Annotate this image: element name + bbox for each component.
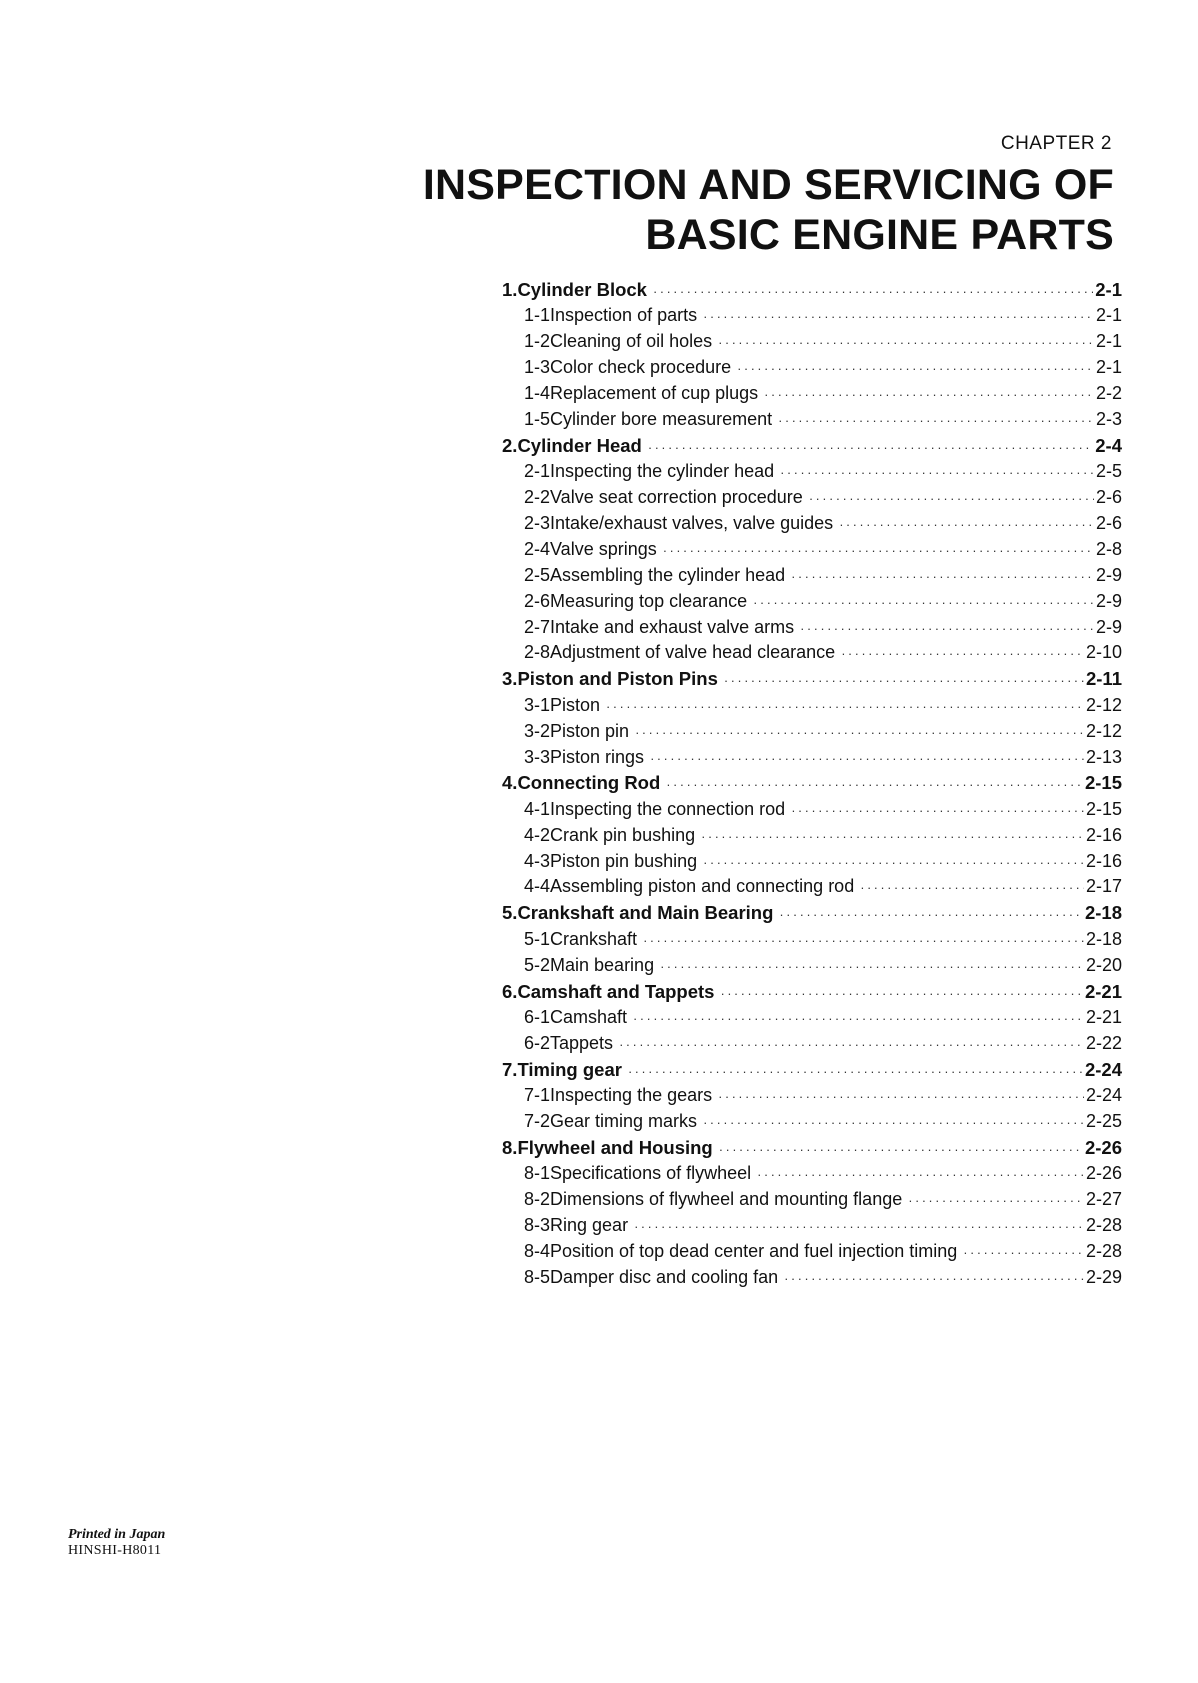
toc-section-entry [502, 770, 1122, 796]
toc-subsection-entry [502, 745, 1122, 771]
toc-entry-number: 8-2 [524, 1189, 551, 1210]
toc-entry-number: 7-1 [524, 1085, 551, 1106]
toc-section-entry [502, 666, 1122, 692]
toc-entry-number: 2-2 [524, 487, 551, 508]
toc-subsection-entry [502, 329, 1122, 355]
toc-entry-label: Adjustment of valve head clearance [550, 642, 836, 663]
toc-entry-page: 2-5 [1095, 461, 1122, 482]
toc-subsection-entry [502, 693, 1122, 719]
toc-subsection-entry [502, 1187, 1122, 1213]
toc-subsection-entry [502, 303, 1122, 329]
dot-leader [653, 279, 1093, 305]
dot-leader [648, 435, 1093, 461]
toc-entry-page: 2-28 [1085, 1240, 1122, 1261]
printed-in-note: Printed in Japan [68, 1527, 166, 1542]
toc-subsection-entry [502, 1005, 1122, 1031]
toc-entry-number: 3-1 [524, 694, 551, 715]
toc-entry-page: 2-1 [1095, 357, 1122, 378]
toc-subsection-entry [502, 537, 1122, 563]
toc-entry-label: Crankshaft and Main Bearing [517, 902, 774, 924]
dot-leader [633, 1006, 1084, 1032]
toc-subsection-entry [502, 615, 1122, 641]
toc-entry-number: 1-5 [524, 408, 551, 429]
dot-leader [779, 902, 1083, 928]
toc-subsection-entry [502, 719, 1122, 745]
toc-entry-number: 8-5 [524, 1266, 551, 1287]
toc-subsection-entry [502, 1031, 1122, 1057]
toc-entry-label: Cylinder Head [517, 434, 642, 456]
toc-section-entry [502, 900, 1122, 926]
toc-subsection-entry [502, 1265, 1122, 1291]
dot-leader [701, 824, 1084, 850]
toc-entry-page: 2-15 [1084, 772, 1122, 794]
toc-subsection-entry [502, 485, 1122, 511]
dot-leader [718, 1084, 1084, 1110]
title-line-2: BASIC ENGINE PARTS [645, 211, 1114, 259]
toc-entry-page: 2-26 [1084, 1136, 1122, 1158]
toc-entry-page: 2-3 [1095, 408, 1122, 429]
toc-entry-page: 2-6 [1095, 487, 1122, 508]
toc-subsection-entry [502, 1083, 1122, 1109]
dot-leader [757, 1162, 1084, 1188]
toc-subsection-entry [502, 407, 1122, 433]
toc-entry-page: 2-18 [1085, 928, 1122, 949]
dot-leader [780, 460, 1094, 486]
toc-entry-label: Piston pin bushing [550, 850, 698, 871]
toc-entry-number: 5-1 [524, 928, 551, 949]
toc-subsection-entry [502, 823, 1122, 849]
toc-subsection-entry [502, 1239, 1122, 1265]
toc-entry-label: Camshaft [550, 1006, 628, 1027]
toc-entry-number: 2. [502, 434, 518, 456]
toc-entry-label: Flywheel and Housing [517, 1136, 713, 1158]
dot-leader [778, 408, 1094, 434]
dot-leader [791, 564, 1094, 590]
toc-entry-number: 4-2 [524, 824, 551, 845]
toc-entry-number: 1-1 [524, 305, 551, 326]
toc-entry-number: 4-4 [524, 876, 551, 897]
title-line-1: INSPECTION AND SERVICING OF [422, 161, 1114, 209]
dot-leader [860, 875, 1084, 901]
toc-entry-number: 3-2 [524, 720, 551, 741]
toc-entry-number: 6. [502, 980, 518, 1002]
toc-entry-number: 8-3 [524, 1215, 551, 1236]
toc-entry-label: Piston and Piston Pins [517, 668, 718, 690]
toc-subsection-entry [502, 511, 1122, 537]
toc-entry-label: Inspecting the connection rod [550, 798, 786, 819]
toc-entry-label: Cylinder bore measurement [550, 408, 773, 429]
toc-entry-label: Tappets [550, 1032, 614, 1053]
toc-entry-number: 1. [502, 279, 518, 300]
dot-leader [908, 1188, 1084, 1214]
page-title [423, 160, 1114, 260]
toc-entry-page: 2-22 [1085, 1032, 1122, 1053]
toc-entry-page: 2-26 [1085, 1163, 1122, 1184]
toc-entry-number: 1-3 [524, 357, 551, 378]
toc-section-entry [502, 433, 1122, 459]
dot-leader [650, 746, 1084, 772]
toc-entry-page: 2-21 [1085, 1006, 1122, 1027]
toc-entry-page: 2-9 [1095, 564, 1122, 585]
toc-entry-label: Position of top dead center and fuel injection timing [550, 1240, 958, 1261]
dot-leader [809, 486, 1094, 512]
toc-entry-page: 2-9 [1095, 590, 1122, 611]
dot-leader [720, 981, 1083, 1007]
toc-entry-label: Cleaning of oil holes [550, 331, 713, 352]
dot-leader [791, 798, 1084, 824]
toc-entry-page: 2-24 [1084, 1058, 1122, 1080]
toc-section-entry [502, 979, 1122, 1005]
chapter-label: CHAPTER 2 [1000, 133, 1112, 154]
toc-entry-label: Main bearing [550, 954, 655, 975]
toc-entry-label: Color check procedure [550, 357, 732, 378]
toc-entry-page: 2-10 [1085, 642, 1122, 663]
toc-entry-number: 1-4 [524, 383, 551, 404]
toc-entry-page: 2-8 [1095, 538, 1122, 559]
toc-entry-number: 6-2 [524, 1032, 551, 1053]
dot-leader [800, 616, 1094, 642]
dot-leader [660, 954, 1084, 980]
dot-leader [703, 1110, 1084, 1136]
toc-entry-label: Gear timing marks [550, 1111, 698, 1131]
toc-entry-page: 2-24 [1085, 1085, 1122, 1106]
dot-leader [764, 382, 1094, 408]
dot-leader [724, 668, 1084, 694]
toc-subsection-entry [502, 589, 1122, 615]
toc-entry-page: 2-29 [1085, 1266, 1122, 1287]
dot-leader [628, 1059, 1083, 1085]
toc-entry-page: 2-9 [1095, 616, 1122, 637]
toc-entry-page: 2-1 [1095, 305, 1122, 326]
toc-entry-number: 3. [502, 668, 518, 690]
toc-subsection-entry [502, 953, 1122, 979]
toc-entry-number: 2-5 [524, 564, 551, 585]
toc-entry-label: Assembling the cylinder head [550, 564, 786, 585]
toc-subsection-entry [502, 1161, 1122, 1187]
dot-leader [963, 1240, 1084, 1266]
toc-entry-number: 2-1 [524, 461, 551, 482]
toc-section-entry [502, 1057, 1122, 1083]
toc-subsection-entry [502, 1109, 1122, 1135]
toc-entry-label: Crankshaft [550, 928, 638, 949]
toc-entry-number: 4. [502, 772, 518, 794]
dot-leader [666, 772, 1083, 798]
toc-entry-page: 2-4 [1095, 434, 1122, 456]
toc-entry-number: 7-2 [524, 1111, 551, 1131]
toc-subsection-entry [502, 640, 1122, 666]
toc-entry-page: 2-17 [1085, 876, 1122, 897]
toc-entry-label: Assembling piston and connecting rod [550, 876, 855, 897]
dot-leader [718, 330, 1094, 356]
toc-entry-page: 2-12 [1085, 720, 1122, 741]
dot-leader [619, 1032, 1084, 1058]
footer [68, 1527, 165, 1559]
toc-entry-label: Valve seat correction procedure [550, 487, 803, 508]
toc-entry-page: 2-1 [1095, 331, 1122, 352]
toc-entry-page: 2-25 [1085, 1111, 1122, 1131]
toc-entry-page: 2-2 [1095, 383, 1122, 404]
toc-entry-label: Ring gear [550, 1215, 629, 1236]
toc-entry-number: 4-1 [524, 798, 551, 819]
toc-entry-number: 8-4 [524, 1240, 551, 1261]
toc-subsection-entry [502, 459, 1122, 485]
document-code: HINSHI-H8011 [68, 1543, 162, 1558]
dot-leader [635, 720, 1084, 746]
toc-subsection-entry [502, 927, 1122, 953]
dot-leader [643, 928, 1084, 954]
toc-entry-label: Valve springs [550, 538, 657, 559]
toc-entry-number: 5. [502, 902, 518, 924]
toc-entry-label: Replacement of cup plugs [550, 383, 759, 404]
toc-entry-page: 2-11 [1085, 668, 1122, 690]
toc-entry-label: Inspecting the gears [550, 1085, 713, 1106]
toc-entry-label: Crank pin bushing [550, 824, 696, 845]
toc-entry-label: Cylinder Block [517, 279, 647, 300]
toc-entry-label: Piston [550, 694, 601, 715]
dot-leader [703, 850, 1084, 876]
toc-entry-page: 2-6 [1095, 513, 1122, 534]
dot-leader [737, 356, 1094, 382]
toc-entry-number: 4-3 [524, 850, 551, 871]
toc-entry-label: Connecting Rod [517, 772, 661, 794]
toc-entry-page: 2-27 [1085, 1189, 1122, 1210]
toc-entry-number: 6-1 [524, 1006, 551, 1027]
toc-entry-label: Specifications of flywheel [550, 1163, 752, 1184]
dot-leader [784, 1266, 1084, 1292]
toc-section-entry [502, 277, 1122, 303]
toc-entry-label: Dimensions of flywheel and mounting flange [550, 1189, 903, 1210]
toc-entry-page: 2-18 [1084, 902, 1122, 924]
toc-entry-label: Damper disc and cooling fan [550, 1266, 779, 1287]
toc-entry-page: 2-12 [1085, 694, 1122, 715]
dot-leader [634, 1214, 1084, 1240]
toc-subsection-entry [502, 1213, 1122, 1239]
dot-leader [839, 512, 1094, 538]
toc-entry-label: Piston rings [550, 746, 645, 767]
toc-entry-number: 2-4 [524, 538, 551, 559]
toc-subsection-entry [502, 563, 1122, 589]
toc-section-entry [502, 1135, 1122, 1161]
dot-leader [663, 538, 1094, 564]
toc-entry-label: Inspection of parts [550, 305, 698, 326]
dot-leader [753, 590, 1094, 616]
toc-entry-number: 2-6 [524, 590, 551, 611]
toc-entry-page: 2-16 [1085, 850, 1122, 871]
toc-entry-number: 8-1 [524, 1163, 551, 1184]
dot-leader [703, 304, 1094, 330]
toc-subsection-entry [502, 381, 1122, 407]
toc-subsection-entry [502, 355, 1122, 381]
toc-entry-label: Measuring top clearance [550, 590, 748, 611]
toc-entry-label: Camshaft and Tappets [517, 980, 715, 1002]
dot-leader [719, 1137, 1083, 1163]
toc-entry-page: 2-13 [1085, 746, 1122, 767]
toc-entry-label: Intake/exhaust valves, valve guides [550, 513, 834, 534]
toc-subsection-entry [502, 874, 1122, 900]
toc-entry-number: 1-2 [524, 331, 551, 352]
toc-entry-number: 2-3 [524, 513, 551, 534]
toc-entry-page: 2-20 [1085, 954, 1122, 975]
toc-subsection-entry [502, 849, 1122, 875]
table-of-contents [502, 277, 1122, 1291]
toc-entry-number: 7. [502, 1058, 518, 1080]
toc-entry-number: 3-3 [524, 746, 551, 767]
toc-entry-number: 2-8 [524, 642, 551, 663]
toc-entry-page: 2-16 [1085, 824, 1122, 845]
toc-entry-page: 2-21 [1084, 980, 1122, 1002]
toc-entry-page: 2-1 [1095, 279, 1122, 300]
toc-entry-page: 2-15 [1085, 798, 1122, 819]
toc-entry-number: 2-7 [524, 616, 551, 637]
toc-subsection-entry [502, 797, 1122, 823]
toc-entry-number: 8. [502, 1136, 518, 1158]
dot-leader [841, 641, 1084, 667]
toc-entry-label: Piston pin [550, 720, 630, 741]
toc-entry-label: Inspecting the cylinder head [550, 461, 775, 482]
dot-leader [606, 694, 1084, 720]
toc-entry-label: Intake and exhaust valve arms [550, 616, 795, 637]
toc-entry-label: Timing gear [517, 1058, 622, 1080]
toc-entry-number: 5-2 [524, 954, 551, 975]
toc-entry-page: 2-28 [1085, 1215, 1122, 1236]
